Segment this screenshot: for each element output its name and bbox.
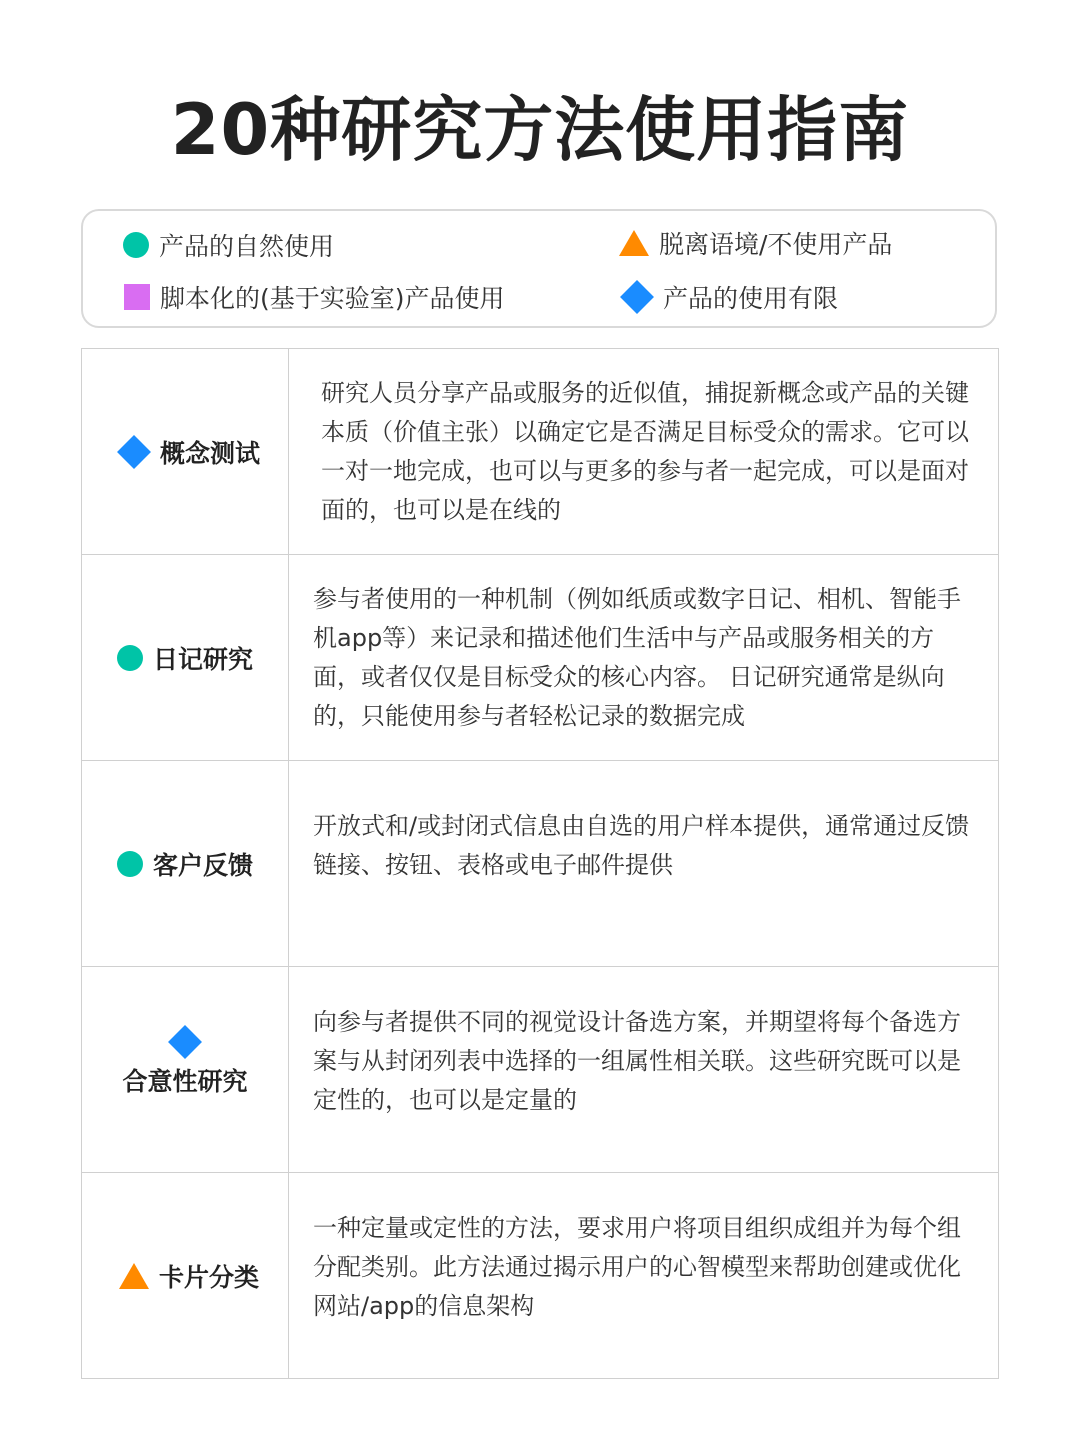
legend-label: 产品的自然使用 [159,232,335,261]
table-row [82,1173,999,1379]
legend-item-natural-use [123,227,334,263]
method-name-cell [82,1173,289,1379]
legend-box [81,209,997,328]
method-name-cell [82,967,289,1173]
method-description: 参与者使用的一种机制（例如纸质或数字日记、相机、智能手机app等）来记录和描述他们生活中与产品或服务相关的方面，或者仅仅是目标受众的核心内容。 日记研究通常是纵向的，只能使用参与者轻松记录的数据完成 [313,584,961,730]
table-row [82,967,999,1173]
methods-table [81,348,999,1379]
method-name: 概念测试 [159,438,260,468]
table-row [82,349,999,555]
diamond-icon [620,280,654,314]
method-name: 日记研究 [152,644,253,674]
method-name-cell [82,349,289,555]
page-title: 20种研究方法使用指南 [170,89,910,171]
table-row [82,761,999,967]
method-description-cell [289,555,999,761]
circle-icon [117,645,143,671]
method-name: 卡片分类 [158,1262,259,1292]
method-description-cell [289,967,999,1173]
table-row [82,555,999,761]
triangle-icon [119,1263,149,1289]
legend-label: 脱离语境/不使用产品 [659,230,893,259]
diamond-icon [168,1025,202,1059]
square-icon [124,284,150,310]
circle-icon [117,851,143,877]
method-description-cell [289,349,999,555]
method-name-cell [82,761,289,967]
method-name: 合意性研究 [122,1066,248,1096]
method-description: 开放式和/或封闭式信息由自选的用户样本提供，通常通过反馈链接、按钮、表格或电子邮件提供 [313,811,970,879]
method-name-cell [82,555,289,761]
legend-label: 产品的使用有限 [663,284,839,313]
triangle-icon [619,230,649,256]
legend-item-decontextualized [619,225,892,261]
legend-label: 脚本化的(基于实验室)产品使用 [160,284,505,313]
method-description: 向参与者提供不同的视觉设计备选方案，并期望将每个备选方案与从封闭列表中选择的一组属性相关联。这些研究既可以是定性的，也可以是定量的 [313,1008,961,1114]
method-description: 一种定量或定性的方法，要求用户将项目组织成组并为每个组分配类别。此方法通过揭示用户的心智模型来帮助创建或优化网站/app的信息架构 [313,1214,961,1320]
circle-icon [123,232,149,258]
legend-item-scripted-use [124,279,505,315]
method-name: 客户反馈 [152,850,253,880]
diamond-icon [117,435,151,469]
method-description-cell [289,761,999,967]
legend-item-limited-use [621,279,838,315]
method-description-cell [289,1173,999,1379]
method-description: 研究人员分享产品或服务的近似值，捕捉新概念或产品的关键本质（价值主张）以确定它是否满足目标受众的需求。它可以一对一地完成，也可以与更多的参与者一起完成，可以是面对面的，也可以是在线的 [321,378,969,524]
